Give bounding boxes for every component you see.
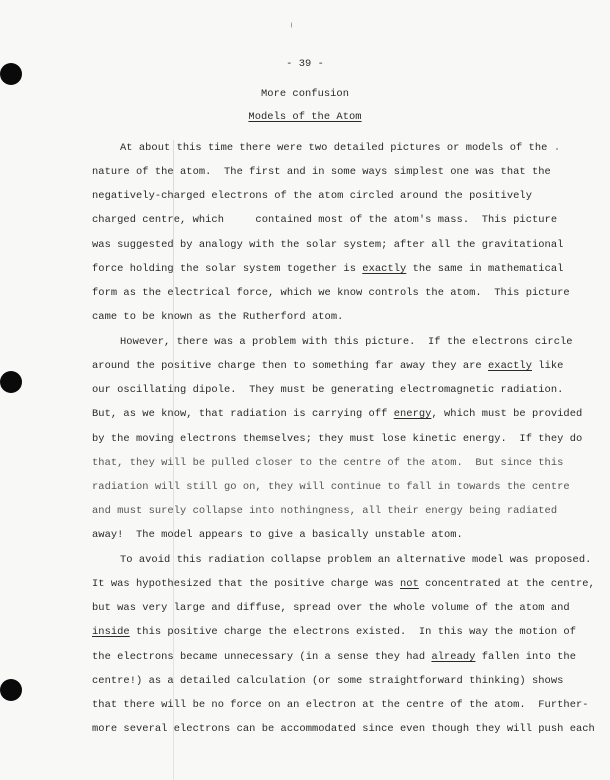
para3-line4 bbox=[92, 626, 576, 638]
emphasis-inside: inside bbox=[92, 626, 130, 638]
text-run: the electrons became unnecessary (in a sense they had bbox=[92, 651, 426, 663]
emphasis-already: already bbox=[431, 651, 476, 663]
para1-line8: came to be known as the Rutherford atom. bbox=[92, 311, 344, 323]
para2-line9: away! The model appears to give a basically unstable atom. bbox=[92, 529, 463, 541]
para2-line7: radiation will still go on, they will continue to fall in towards the centre bbox=[92, 481, 570, 493]
text-run: It was hypothesized that the positive charge was bbox=[92, 578, 394, 590]
section-heading: More confusion bbox=[261, 88, 349, 100]
para3-line5 bbox=[92, 651, 576, 663]
text-run: this positive charge the electrons existed. In this way the motion of bbox=[129, 626, 576, 638]
text-run: the same in mathematical bbox=[406, 263, 564, 275]
para3-line8: more several electrons can be accommodated since even though they will push each bbox=[92, 723, 595, 735]
para1-line5: was suggested by analogy with the solar system; after all the gravitational bbox=[92, 239, 564, 251]
para2-line3: our oscillating dipole. They must be generating electromagnetic radiation. bbox=[92, 384, 564, 396]
para1-line6 bbox=[92, 263, 563, 275]
para2-line4 bbox=[92, 408, 582, 420]
para1-line3: negatively-charged electrons of the atom circled around the positively bbox=[92, 190, 532, 202]
text-run: , which must be provided bbox=[431, 408, 583, 420]
para1-line1: At about this time there were two detailed pictures or models of the bbox=[120, 142, 548, 154]
para3-line6: centre!) as a detailed calculation (or some straightforward thinking) shows bbox=[92, 675, 564, 687]
para2-line1: However, there was a problem with this picture. If the electrons circle bbox=[120, 336, 573, 348]
para2-line5: by the moving electrons themselves; they must lose kinetic energy. If they do bbox=[92, 433, 583, 445]
para2-line2 bbox=[92, 360, 563, 372]
para2-line6: that, they will be pulled closer to the centre of the atom. But since this bbox=[92, 457, 564, 469]
page-number: - 39 - bbox=[286, 58, 324, 70]
text-run: around the positive charge then to something far away they are bbox=[92, 360, 482, 372]
binder-hole-bottom bbox=[0, 679, 22, 701]
para2-line8: and must surely collapse into nothingness, all their energy being radiated bbox=[92, 505, 558, 517]
para3-line2 bbox=[92, 578, 595, 590]
text-run: fallen into the bbox=[475, 651, 577, 663]
emphasis-not: not bbox=[400, 578, 419, 590]
text-run: force holding the solar system together is bbox=[92, 263, 356, 275]
scan-speck bbox=[556, 148, 558, 150]
para1-line2: nature of the atom. The first and in some ways simplest one was that the bbox=[92, 166, 551, 178]
para3-line1: To avoid this radiation collapse problem an alternative model was proposed. bbox=[120, 554, 592, 566]
subheading-text: Models of the Atom bbox=[248, 111, 362, 123]
text-run: like bbox=[532, 360, 564, 372]
para1-line4: charged centre, which contained most of the atom's mass. This picture bbox=[92, 214, 558, 226]
text-run: concentrated at the centre, bbox=[418, 578, 595, 590]
binder-hole-middle bbox=[0, 371, 22, 393]
emphasis-exactly: exactly bbox=[488, 360, 532, 372]
text-run: But, as we know, that radiation is carrying off bbox=[92, 408, 388, 420]
emphasis-energy: energy bbox=[393, 408, 432, 420]
section-subheading bbox=[0, 111, 610, 123]
para1-line7: form as the electrical force, which we know controls the atom. This picture bbox=[92, 287, 570, 299]
para3-line7: that there will be no force on an electron at the centre of the atom. Further- bbox=[92, 699, 589, 711]
para3-line3: but was very large and diffuse, spread over the whole volume of the atom and bbox=[92, 602, 570, 614]
scan-speck bbox=[291, 22, 292, 28]
emphasis-exactly: exactly bbox=[362, 263, 407, 275]
